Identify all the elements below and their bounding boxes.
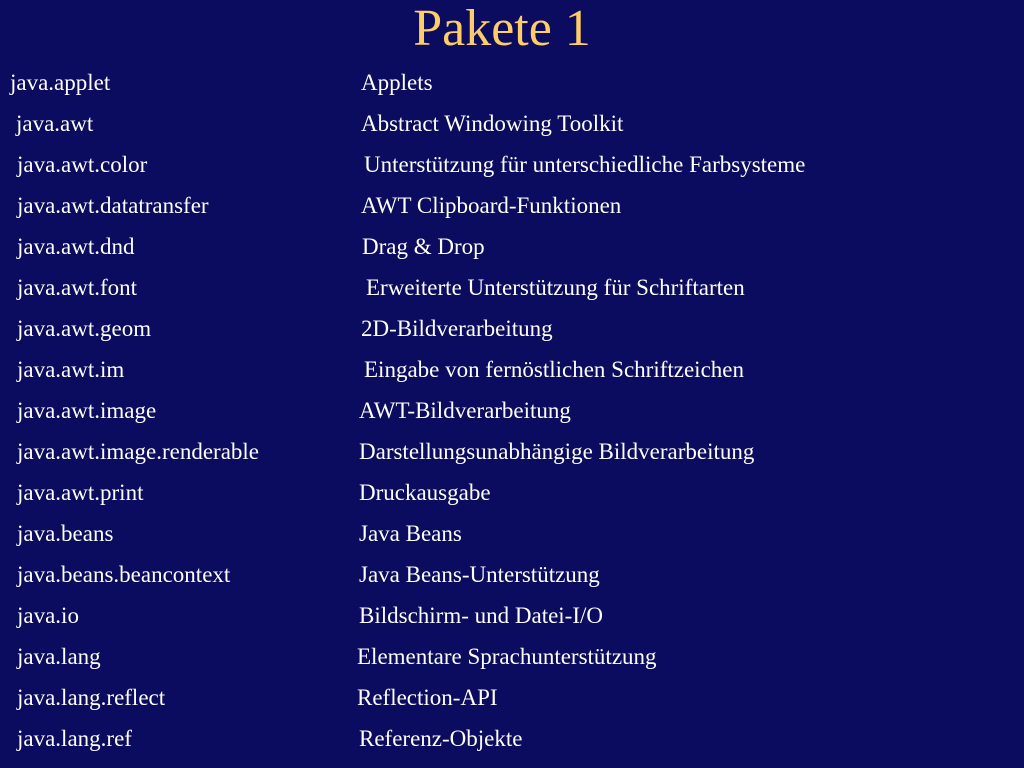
package-row bbox=[0, 274, 1024, 315]
package-name: java.lang bbox=[17, 644, 101, 669]
package-name: java.applet bbox=[10, 70, 111, 95]
package-description: Unterstützung für unterschiedliche Farbsysteme bbox=[364, 152, 806, 177]
package-row bbox=[0, 151, 1024, 192]
package-name: java.io bbox=[17, 603, 79, 628]
package-row bbox=[0, 233, 1024, 274]
package-description: Drag & Drop bbox=[362, 234, 485, 259]
package-row bbox=[0, 479, 1024, 520]
package-description: Applets bbox=[361, 70, 433, 95]
package-description: Elementare Sprachunterstützung bbox=[357, 644, 657, 669]
package-row bbox=[0, 397, 1024, 438]
package-description: Reflection-API bbox=[357, 685, 498, 710]
package-row bbox=[0, 520, 1024, 561]
package-name: java.awt.print bbox=[17, 480, 144, 505]
package-description: Erweiterte Unterstützung für Schriftarten bbox=[366, 275, 745, 300]
slide-title: Pakete 1 bbox=[413, 0, 591, 57]
package-name: java.awt bbox=[16, 111, 94, 136]
package-description: Darstellungsunabhängige Bildverarbeitung bbox=[359, 439, 755, 464]
package-name: java.awt.image.renderable bbox=[17, 439, 260, 464]
package-row bbox=[0, 602, 1024, 643]
package-name: java.beans bbox=[17, 521, 114, 546]
package-name: java.awt.image bbox=[17, 398, 157, 423]
package-row bbox=[0, 110, 1024, 151]
package-description: Druckausgabe bbox=[359, 480, 491, 505]
package-name: java.awt.font bbox=[17, 275, 138, 300]
package-row bbox=[0, 725, 1024, 766]
package-name: java.lang.reflect bbox=[17, 685, 166, 710]
package-description: Abstract Windowing Toolkit bbox=[361, 111, 624, 136]
package-row bbox=[0, 438, 1024, 479]
package-name: java.awt.datatransfer bbox=[17, 193, 209, 218]
package-description: AWT Clipboard-Funktionen bbox=[361, 193, 622, 218]
package-name: java.beans.beancontext bbox=[17, 562, 231, 587]
package-name: java.awt.dnd bbox=[17, 234, 135, 259]
package-description: Eingabe von fernöstlichen Schriftzeichen bbox=[364, 357, 744, 382]
package-description: Java Beans-Unterstützung bbox=[359, 562, 600, 587]
package-name: java.awt.geom bbox=[17, 316, 152, 341]
package-row bbox=[0, 684, 1024, 725]
package-row bbox=[0, 356, 1024, 397]
package-description: AWT-Bildverarbeitung bbox=[359, 398, 571, 423]
package-description: Referenz-Objekte bbox=[359, 726, 523, 751]
package-description: Bildschirm- und Datei-I/O bbox=[359, 603, 604, 628]
package-name: java.awt.color bbox=[17, 152, 148, 177]
package-row bbox=[0, 69, 1024, 110]
package-row bbox=[0, 315, 1024, 356]
package-list bbox=[0, 69, 1024, 766]
package-row bbox=[0, 643, 1024, 684]
package-name: java.awt.im bbox=[17, 357, 125, 382]
package-name: java.lang.ref bbox=[17, 726, 132, 751]
package-row bbox=[0, 561, 1024, 602]
package-description: Java Beans bbox=[359, 521, 462, 546]
package-row bbox=[0, 192, 1024, 233]
package-description: 2D-Bildverarbeitung bbox=[361, 316, 553, 341]
